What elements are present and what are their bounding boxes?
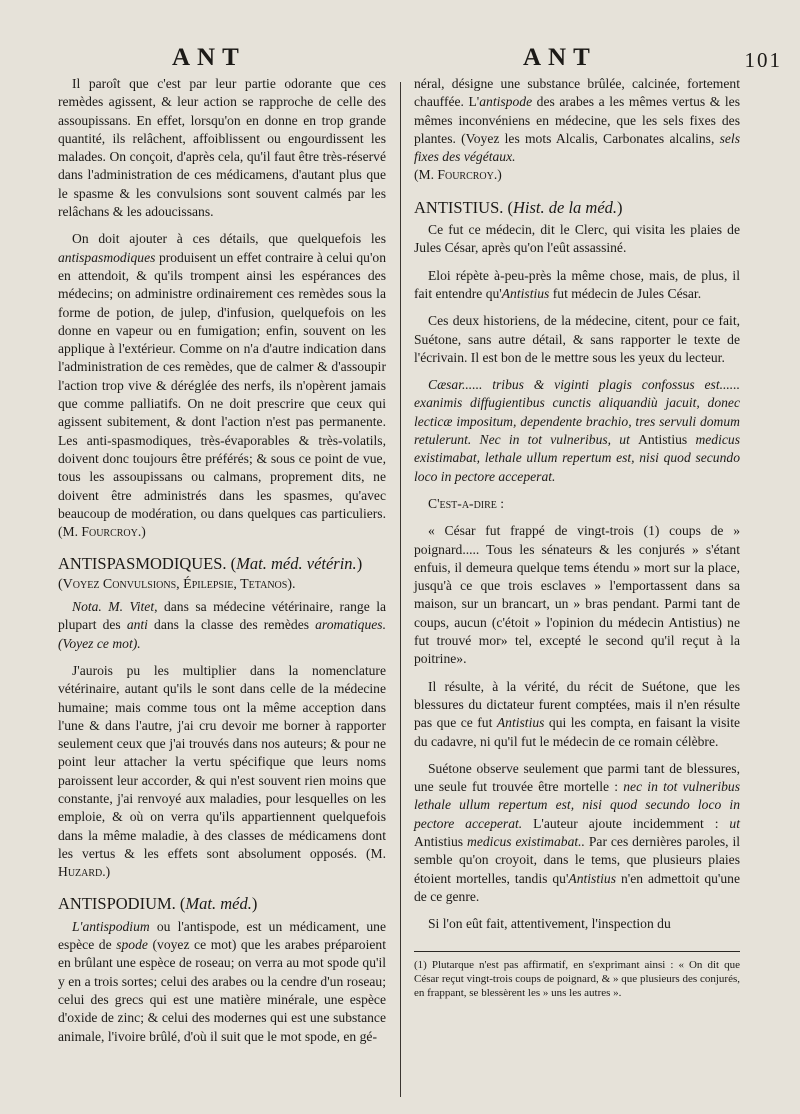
heading-text: ANTISTIUS. ( <box>414 197 513 217</box>
italic-run: Nota. M. <box>72 599 130 615</box>
left-column <box>58 75 386 1055</box>
italic-run: antispode <box>479 94 533 110</box>
text-run: qui les compta, en faisant la visite du cadavre, ni qu'il fut le médecin de ce romain célèbre. <box>414 715 741 749</box>
paragraph <box>58 918 386 1046</box>
entry-heading-antistius <box>414 199 740 217</box>
text-run: néral, désigne une substance brûlée, calcinée, fortement chauffée. L' <box>414 76 740 110</box>
signature: (M. Huzard.) <box>58 845 386 880</box>
paragraph: Ce fut ce médecin, dit le Clerc, qui visita les plaies de Jules César, après qu'on l'eût assassiné. <box>414 222 740 256</box>
text-run: Il résulte, à la vérité, du récit de Suétone, que les blessures du dictateur furent comptées, mais il n'en résulte pas que ce fut <box>414 678 740 731</box>
text-run: dans la classe des remèdes <box>147 617 316 633</box>
text-run: Suétone observe seulement que parmi tant de blessures, une seule fut trouvée être mortelle : <box>414 760 740 795</box>
paragraph <box>414 75 740 185</box>
paragraph <box>58 662 386 882</box>
translation-label: C'est-a-dire : <box>428 495 505 511</box>
text-run: fut médecin de Jules César. <box>549 285 702 301</box>
signature: (M. Fourcroy.) <box>58 524 146 540</box>
heading-subject: Mat. méd. vétérin. <box>236 554 357 574</box>
right-column <box>414 75 740 1000</box>
entry-heading-antispodium <box>58 895 386 913</box>
entry-heading-antispasmodiques <box>58 555 386 594</box>
latin-quotation <box>414 376 740 486</box>
italic-run: L'antispodium <box>72 918 150 934</box>
italic-run: antispasmodiques <box>58 249 156 265</box>
text-run: Antistius <box>414 833 468 849</box>
running-head-right: ANT <box>523 44 597 71</box>
text-run: J'aurois pu les multiplier dans la nomenclature vétérinaire, autant qu'ils le sont dans celle de la médecine humaine; mais comme tous ont la même acception dans l'une & dans l'autre, j'ai cru devoir me borner à rapporter seulement ceux que j'ai trouvés dans nos auteurs; & pour ne point leur attacher la vertu spécifique que leurs noms paroissent leur accorder, & qui n'est souvent rien moins que constante, j'ai renvoyé aux maladies, pour lesquelles on les emploie, & où on verra qu'ils appartiennent quelquefois dans la même maladie, à des classes de médicamens dont les vertus & les effets sont absolument opposés. <box>58 662 386 861</box>
italic-run: Vitet <box>129 599 155 615</box>
paragraph: Ces deux historiens, de la médecine, citent, pour ce fait, Suétone, sans autre détail, & sans rapporter le texte de l'écrivain. Il est bon de le mettre sous les yeux du lecteur. <box>414 313 740 365</box>
text-run: L'auteur ajoute incidemment : <box>522 815 730 831</box>
italic-run: spode <box>116 937 148 953</box>
italic-run: medicus existimabat.. <box>467 833 585 849</box>
text-run: Eloi répète à-peu-près la même chose, mais, de plus, il fait entendre qu' <box>414 267 740 301</box>
paragraph <box>414 678 740 751</box>
running-head-left: ANT <box>172 44 246 71</box>
italic-run: Antistius <box>501 285 550 301</box>
signature: (M. Fourcroy.) <box>414 167 502 183</box>
column-divider <box>400 82 401 1097</box>
italic-run: Cæsar...... tribus & viginti plagis confossus est...... exanimis diffugientibus cunctis aliquandiù jacuit, donec lecticæ impositum, dependente brachio, tres servuli domum retulerunt. Nec in tot vulneribus, ut <box>414 377 740 448</box>
text-run: , dans sa médecine vétérinaire, range la plupart des <box>58 599 386 633</box>
italic-run: sels fixes des végétaux. <box>414 130 740 165</box>
italic-run: Antistius <box>568 870 616 886</box>
text-run: Antistius <box>638 432 688 448</box>
italic-run: anti <box>126 617 148 633</box>
italic-run: aromatiques. (Voyez ce mot). <box>58 617 386 651</box>
text-run: On doit ajouter à ces détails, que quelquefois les <box>72 231 386 247</box>
heading-text: ) <box>617 197 623 217</box>
heading-subject: Hist. de la méd. <box>513 197 618 217</box>
heading-text: ANTISPODIUM. ( <box>58 894 186 914</box>
text-run: (voyez ce mot) que les arabes préparoient en brûlant une espèce de roseau; on verra au mot spode qu'il y en a trois sortes; celui des arabes ou la cendre d'un roseau; celui des grecs qui est une matière minérale, une espèce d'oxide de zinc; & celui des modernes qui est une substance animale, l'ivoire brûlé, d'où il suit que le mot spode, en gé- <box>58 937 386 1044</box>
paragraph <box>414 267 740 304</box>
heading-subject: Mat. méd. <box>185 894 252 914</box>
text-run: des arabes a les mêmes vertus & les mêmes inconvéniens en médecine, que les sels fixes des plantes. (Voyez les mots Alcalis, Carbonates alcalins, <box>414 94 740 146</box>
paragraph: Si l'on eût fait, attentivement, l'inspection du <box>428 916 671 932</box>
text-run: n'en admettoit qu'une de ce genre. <box>414 870 740 904</box>
footnote-rule <box>414 951 740 952</box>
footnote <box>414 958 740 1000</box>
paragraph <box>414 760 740 906</box>
italic-run: Antistius <box>496 715 545 731</box>
heading-text: ANTISPASMODIQUES. ( <box>58 554 237 574</box>
italic-run: medicus existimabat, lethale ullum repertum est, nisi quod secundo loco in pectore acceperat. <box>414 432 740 484</box>
translated-quotation: « César fut frappé de vingt-trois (1) coups de » poignard..... Tous les sénateurs & les conjurés » s'étant enfuis, il demeura quelque tems étendu » mort sur la place, jusqu'à ce que trois esclaves » l'emportassent dans sa maison, sur un brancart, un » bras pendant. Parmi tant de coups, aucun (c'étoit » l'opinion du médecin Antistius) ne fut trouvé mor» tel, excepté le second qu'il reçut à la poitrine». <box>414 523 740 667</box>
paragraph <box>58 230 386 541</box>
page-number: 101 <box>744 48 782 72</box>
italic-run: nec in tot vulneribus lethale ullum repertum est, nisi quod secundo loco in pectore acceperat. <box>414 779 740 831</box>
text-run: Par ces dernières paroles, il semble qu'on croyoit, dans le tems, que plusieurs plaies étoient mortelles, tandis qu' <box>414 833 741 886</box>
paragraph: Il paroît que c'est par leur partie odorante que ces remèdes agissent, & leur action se rapproche de celle des assoupissans. En effet, lorsqu'on en donne en trop grande quantité, ils relâchent, affoiblissent ou engourdissent les malades. On conçoit, d'après cela, qu'il faut être très-réservé dans l'administration de ces médicamens, d'autant plus que le spasme & les convulsions sont souvent calmés par les relâchans & les adoucissans. <box>58 76 386 220</box>
cross-reference: (Voyez Convulsions, Épilepsie, Tetanos). <box>58 576 296 592</box>
footnote-text: (1) Plutarque n'est pas affirmatif, en s'exprimant ainsi : « On dit que César reçut vingt-trois coups de poignard, & » que plusieurs des conjurés, en frappant, se blessèrent les » uns les autres ». <box>414 959 740 1000</box>
nota-paragraph <box>58 598 386 653</box>
text-run: ou l'antispode, est un médicament, une espèce de <box>58 918 386 953</box>
text-run: produisent un effet contraire à celui qu'on en attendoit, & qu'ils trompent ainsi les espérances des médecins; on administre ordinairement ces remèdes sous la forme de potion, de julep, d'infusion, quelquefois on les donne en vapeur ou en fumigation; enfin, souvent on les applique à l'extérieur. Comme on n'a d'autre indication dans l'administration de ces remèdes, que de calmer & d'assoupir l'action trop vive & déréglée des nerfs, ils n'opèrent jamais que comme palliatifs. On ne doit prescrire que ceux qui agissent subitement, & dont l'action n'est pas permanente. Les anti-spasmodiques, très-évaporables & très-volatils, doivent donc toujours être préférés; & sous ce point de vue, tous les assoupissans ou calmans, proprement dits, ne doivent être administrés dans les spasmes, qu'avec beaucoup de modération, ou dans quelques cas particuliers. <box>58 249 386 521</box>
italic-run: ut <box>729 815 740 831</box>
heading-text: ) <box>356 554 363 574</box>
heading-text: ) <box>251 894 258 914</box>
